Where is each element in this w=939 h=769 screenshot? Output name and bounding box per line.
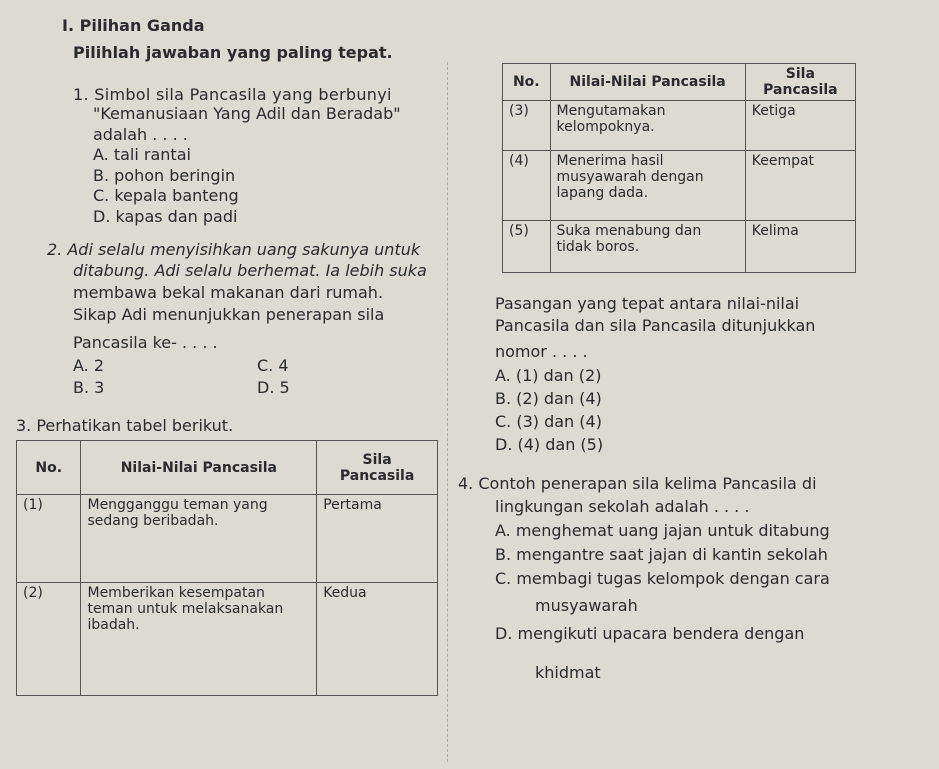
q1-line-2: "Kemanusiaan Yang Adil dan Beradab" bbox=[93, 104, 401, 123]
header-sila: Sila Pancasila bbox=[745, 64, 855, 101]
q1-option-d[interactable]: D. kapas dan padi bbox=[93, 207, 238, 226]
row-nilai: Mengganggu teman yang sedang beribadah. bbox=[81, 495, 317, 583]
q4-option-d[interactable]: D. mengikuti upacara bendera dengan bbox=[495, 624, 805, 643]
q4-option-a[interactable]: A. menghemat uang jajan untuk ditabung bbox=[495, 521, 830, 540]
header-nilai: Nilai-Nilai Pancasila bbox=[550, 64, 745, 101]
q3-question-line-1: Pasangan yang tepat antara nilai-nilai bbox=[495, 294, 800, 313]
q1-line-3: adalah . . . . bbox=[93, 125, 188, 144]
q3-table-right bbox=[502, 63, 856, 273]
header-nilai: Nilai-Nilai Pancasila bbox=[81, 441, 317, 495]
q2-line-5: Pancasila ke- . . . . bbox=[73, 333, 218, 352]
column-divider bbox=[447, 62, 448, 762]
q2-option-d[interactable]: D. 5 bbox=[257, 378, 290, 397]
row-nilai: Menerima hasil musyawarah dengan lapang dada. bbox=[550, 151, 745, 221]
section-title: I. Pilihan Ganda bbox=[62, 16, 205, 35]
q1-option-b[interactable]: B. pohon beringin bbox=[93, 166, 236, 185]
q4-option-d-continued: khidmat bbox=[535, 663, 601, 682]
q2-option-a[interactable]: A. 2 bbox=[73, 356, 105, 375]
row-no: (3) bbox=[503, 101, 551, 151]
q4-option-b[interactable]: B. mengantre saat jajan di kantin sekolah bbox=[495, 545, 828, 564]
q2-line-4: Sikap Adi menunjukkan penerapan sila bbox=[73, 305, 385, 324]
q3-table-left bbox=[16, 440, 438, 696]
q2-option-b[interactable]: B. 3 bbox=[73, 378, 105, 397]
table-row bbox=[503, 101, 856, 151]
q1-line-1: 1. Simbol sila Pancasila yang berbunyi bbox=[73, 85, 392, 104]
header-no: No. bbox=[17, 441, 81, 495]
table-row bbox=[503, 151, 856, 221]
q1-option-c[interactable]: C. kepala banteng bbox=[93, 186, 239, 205]
q3-option-c[interactable]: C. (3) dan (4) bbox=[495, 412, 602, 431]
row-no: (1) bbox=[17, 495, 81, 583]
q3-option-a[interactable]: A. (1) dan (2) bbox=[495, 366, 602, 385]
q2-line-3: membawa bekal makanan dari rumah. bbox=[73, 283, 384, 302]
row-no: (2) bbox=[17, 583, 81, 696]
row-sila: Pertama bbox=[317, 495, 438, 583]
q4-line-2: lingkungan sekolah adalah . . . . bbox=[495, 497, 750, 516]
q2-option-c[interactable]: C. 4 bbox=[257, 356, 289, 375]
q3-option-d[interactable]: D. (4) dan (5) bbox=[495, 435, 604, 454]
row-no: (5) bbox=[503, 221, 551, 273]
header-sila: Sila Pancasila bbox=[317, 441, 438, 495]
row-nilai: Suka menabung dan tidak boros. bbox=[550, 221, 745, 273]
row-nilai: Mengutamakan kelompoknya. bbox=[550, 101, 745, 151]
row-sila: Kelima bbox=[745, 221, 855, 273]
q4-option-c[interactable]: C. membagi tugas kelompok dengan cara bbox=[495, 569, 830, 588]
q3-intro: 3. Perhatikan tabel berikut. bbox=[16, 416, 234, 435]
table-row bbox=[17, 495, 438, 583]
table-row bbox=[503, 221, 856, 273]
q1-option-a[interactable]: A. tali rantai bbox=[93, 145, 191, 164]
row-nilai: Memberikan kesempatan teman untuk melaksanakan ibadah. bbox=[81, 583, 317, 696]
q3-option-b[interactable]: B. (2) dan (4) bbox=[495, 389, 602, 408]
q2-line-1: 2. Adi selalu menyisihkan uang sakunya untuk bbox=[47, 240, 421, 259]
instruction: Pilihlah jawaban yang paling tepat. bbox=[73, 43, 393, 62]
row-sila: Keempat bbox=[745, 151, 855, 221]
q3-question-line-2: Pancasila dan sila Pancasila ditunjukkan bbox=[495, 316, 816, 335]
q4-line-1: 4. Contoh penerapan sila kelima Pancasila di bbox=[458, 474, 817, 493]
row-sila: Kedua bbox=[317, 583, 438, 696]
q3-question-line-3: nomor . . . . bbox=[495, 342, 588, 361]
header-no: No. bbox=[503, 64, 551, 101]
row-sila: Ketiga bbox=[745, 101, 855, 151]
table-row bbox=[17, 583, 438, 696]
q4-option-c-continued: musyawarah bbox=[535, 596, 638, 615]
row-no: (4) bbox=[503, 151, 551, 221]
q2-line-2: ditabung. Adi selalu berhemat. Ia lebih suka bbox=[73, 261, 427, 280]
